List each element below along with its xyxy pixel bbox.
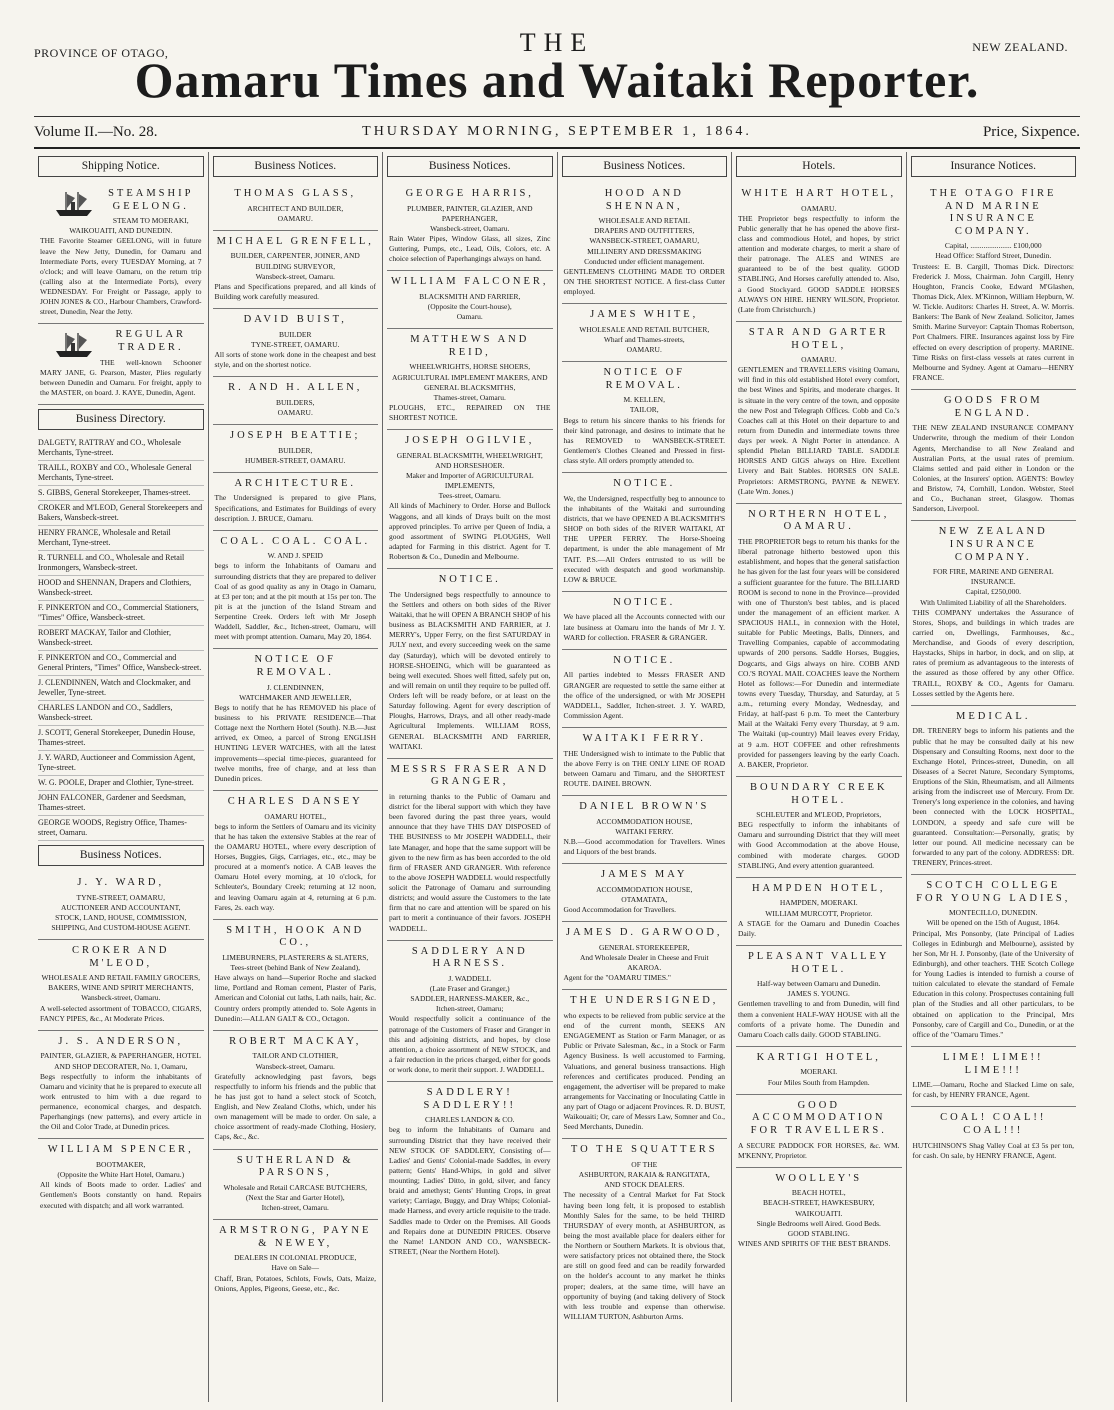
advertisement (562, 864, 728, 922)
ad-line: WHOLESALE AND RETAIL BUTCHER, (579, 324, 710, 334)
ad-line: BUILDER, (278, 445, 313, 455)
advertisement (38, 1031, 204, 1140)
ad-title: SADDLERY AND HARNESS. (411, 945, 528, 970)
ad-title: MEDICAL. (956, 710, 1031, 722)
column-heading: Business Notices. (38, 845, 204, 866)
directory-entry: ROBERT MACKAY, Tailor and Clothier, Wansbeck-street. (38, 626, 204, 651)
ad-line: Itchen-street, Oamaru; (436, 1004, 504, 1014)
advertisement (736, 322, 902, 504)
ad-line: TAILOR AND CLOTHIER, (252, 1051, 338, 1061)
ad-line: Capital, £250,000. (965, 587, 1021, 597)
column-4 (558, 152, 733, 1402)
advertisement (387, 430, 553, 569)
column-6 (907, 152, 1081, 1402)
advertisement (38, 1139, 204, 1216)
ad-title: CHARLES DANSEY (227, 795, 363, 807)
directory-entry: TRAILL, ROXBY and CO., Wholesale General Merchants, Tyne-street. (38, 461, 204, 486)
ad-body: THE well-known Schooner MARY JANE, G. Pearson, Master, Plies regularly between Dunedin and Oamaru. For freight, apply to the MASTER, on board. J. KAYE, Dunedin, Agent. (40, 357, 202, 397)
ad-title: SADDLERY! SADDLERY!! (423, 1087, 516, 1111)
ad-title: R. AND H. ALLEN, (228, 382, 363, 394)
ad-body: A SECURE PADDOCK FOR HORSES, &c. WM. M'KENNY, Proprietor. (738, 1140, 900, 1160)
ship-icon (54, 190, 94, 218)
top-rule (34, 116, 1080, 117)
advertisement (736, 1095, 902, 1168)
ad-line: BUILDER (279, 329, 312, 339)
advertisement (736, 946, 902, 1047)
ad-title: NOTICE. (613, 478, 676, 490)
ad-line: WAITAKI FERRY. (615, 826, 674, 836)
advertisement (911, 1047, 1077, 1107)
advertisement (213, 183, 379, 231)
ad-title: CROKER AND M'LEOD, (72, 945, 170, 969)
ad-body: Begs to return his sincere thanks to his friends for their kind patronage, and desires to intimate that he has REMOVED to WANSBECK-STREET. Gentlemen's Clothes Cleaned and Pressed in first-class style. All orders promptly attended to. (563, 415, 725, 466)
ad-line: WILLIAM MURCOTT, Proprietor. (765, 908, 873, 918)
ad-body: Trustees: E. B. Cargill, Thomas Dick. Directors: Frederick J. Moss, Chairman. John Cargill, Henry Houghton, Francis Cooke, Edward M'Glashen, Thomas Dick, Alex. M'Kinnon, William Hepburn, W. W. Tickle. Auditors: Charles H. Street, A. W. Morris. Bankers: The Bank of New Zealand. Solicitor, James Smith. Marine Surveyor: Captain Thomas Robertson, Port Chalmers. FIRE. Insurances against loss by Fire effected on every description of property. MARINE. Time Risks on first-class vessels at rates current in Melbourne and Sydney. Agent at Oamaru—HENRY FRANCE. (912, 261, 1074, 382)
directory-entry: F. PINKERTON and CO., Commercial and General Printers, "Times" Office, Wansbeck-street. (38, 651, 204, 676)
ad-title: SMITH, HOOK AND CO., (226, 924, 365, 949)
ad-title: THOMAS GLASS, (234, 187, 357, 199)
ad-line: OAMARU. (277, 407, 313, 417)
ad-line: WANSBECK-STREET, OAMARU, (589, 236, 700, 246)
ad-line: With Unlimited Liability of all the Shareholders. (920, 597, 1067, 607)
ad-line: ARCHITECT AND BUILDER, (247, 203, 344, 213)
ad-line: WHOLESALE AND RETAIL FAMILY GROCERS, BAKERS, WINE AND SPIRIT MERCHANTS, (41, 973, 201, 993)
ad-body: Principal, Mrs Ponsonby, (late Principal of Ladies Colleges in Edinburgh and Melbourne), assisted by her Son, Mr H. J. Ponsonby, (late of the University of Edinburgh), and other teachers. THE Scotch College for Young Ladies is intended to furnish a course of tuition calculated to elevate the standard of Female Education in this colony. Prospectuses containing full plan of the Studies and all other particulars, to be obtained on application to the Principal, Mrs Ponsonby, care of Cargill and Co., Dunedin, or at the office of the "Oamaru Times." (912, 928, 1074, 1039)
advertisement (736, 183, 902, 322)
directory-entry: DALGETY, RATTRAY and CO., Wholesale Merchants, Tyne-street. (38, 436, 204, 461)
advertisement (213, 1150, 379, 1221)
ad-title: J. Y. WARD, (77, 876, 165, 888)
ad-title: GOODS FROM ENGLAND. (943, 395, 1043, 419)
ad-title: ARMSTRONG, PAYNE & NEWEY, (219, 1225, 372, 1249)
ad-line: GENERAL STOREKEEPER, (599, 942, 690, 952)
ad-body: begs to inform the Settlers of Oamaru and its vicinity that he has taken the extensive Stables at the rear of the OAMARU HOTEL, where every description of Horses, Buggies, Gigs, Carriages, etc., etc., may be procured at a moment's notice. A CAB leaves the Oamaru Hotel every morning, at 10 o'clock, for Schleuter's, Boundary Creek; returning at 12 noon, and leaving Oamaru again at 4, returning at 6 p.m. Fares, 2s. each way. (214, 821, 376, 912)
ad-line: ASHBURTON, RAKAIA & RANGITATA, (578, 1170, 710, 1180)
column-heading: Shipping Notice. (38, 156, 204, 177)
advertisement (213, 1031, 379, 1150)
ad-line: Have on Sale— (271, 1263, 319, 1273)
ad-line: OAMARU. (801, 355, 837, 365)
advertisement (562, 922, 728, 990)
ad-body: DR. TRENERY begs to inform his patients and the public that he may be consulted daily at his new Dispensary and Consulting Rooms, next door to the Exchange Hotel, Princes-street, Dunedin, on all Diseases of a Secret Nature, Secondary Symptoms, Eruptions of the Skin, Rheumatism, and all Ailments arising from the indiscreet use of Mercury. From Dr. Trenery's long experience in the colonies, and having been connected with the LOCK HOSPITAL, LONDON, a speedy and safe cure will be guaranteed. Consultation:—Personally, gratis; by letter our pound. All medicine necessary can be forwarded to any part of the colony. ADDRESS: DR. TRENERY, Princes-street. (912, 726, 1074, 867)
ad-line: Wansbeck-street, Oamaru. (430, 223, 510, 233)
ad-body: WINES AND SPIRITS OF THE BEST BRANDS. (738, 1238, 891, 1248)
ad-title: KARTIGI HOTEL, (756, 1051, 881, 1063)
advertisement (562, 362, 728, 473)
advertisement (736, 504, 902, 777)
ad-line: W. AND J. SPEID (267, 551, 323, 561)
ad-line: Four Miles South from Hampden. (767, 1077, 870, 1087)
ad-line: Wansbeck-street, Oamaru. (255, 1061, 335, 1071)
ad-body: THE Undersigned wish to intimate to the Public that the above Ferry is on THE ONLY LINE OF ROAD between Oamaru and Timaru, and the SHORTEST ROUTE. DAINEL BROWN. (563, 748, 725, 789)
directory-entry: J. CLENDINNEN, Watch and Clockmaker, and Jeweller, Tyne-street. (38, 676, 204, 701)
ad-title: WILLIAM SPENCER, (47, 1144, 194, 1156)
ad-title: TO THE SQUATTERS (570, 1144, 718, 1156)
advertisement (213, 309, 379, 377)
ad-title: REGULAR TRADER. (115, 329, 187, 353)
ad-line: AND STOCK DEALERS. (604, 1180, 685, 1190)
columns (34, 152, 1080, 1402)
column-heading: Business Notices. (213, 156, 379, 177)
ad-title: ARCHITECTURE. (234, 477, 357, 489)
ad-title: DANIEL BROWN'S (579, 801, 710, 813)
ad-body: THIS COMPANY undertakes the Assurance of Stores, Shops, and buildings in which trades are carried on, Dwellings, Farmhouses, &c., Merchandise, and Goods of every description, Haystacks, Ships in harbor, in dock, and on slip, at rates of premium as advantageous to the interests of the assured as those offered by any other Office. TRAILL, ROXBY & CO., Agents for Oamaru. Losses settled by the Agents here. (912, 607, 1074, 698)
column-heading: Business Notices. (562, 156, 728, 177)
ad-body: The Undersigned is prepared to give Plans, Specifications, and Estimates for Buildings of every description. J. BRUCE, Oamaru. (214, 493, 376, 523)
ad-line: CHARLES LANDON & CO. (424, 1115, 515, 1125)
ad-body: Have always on hand—Superior Roche and slacked lime, Portland and Roman cement, Plaster of Paris, American and Colonial cut laths, Lath nails, hair, &c. Country orders promptly attended to. Sole Agents in Dunedin:—ALLAN GALT & CO., Octagon. (214, 973, 376, 1023)
ad-line: GOOD STABLING. (787, 1228, 850, 1238)
ad-line: LIMEBURNERS, PLASTERERS & SLATERS, (222, 952, 369, 962)
ad-line: BLACKSMITH AND FARRIER, (419, 291, 521, 301)
advertisement (736, 878, 902, 946)
ad-body: THE NEW ZEALAND INSURANCE COMPANY Underwrite, through the medium of their London Agents, Merchandise to all New Zealand and Australian Ports, at the usual rates of premium. Claims settled and paid either in London or the Colonies, at the Insurers' option. AGENTS: Bowley and Bristow, 74, Cornhill, London. Webster, Steel and Co., Buchanan street, Glasgow. Thomas Sanderson, Liverpool. (912, 423, 1074, 514)
advertisement (562, 183, 728, 304)
directory-entry: HENRY FRANCE, Wholesale and Retail Merchant, Tyne-street. (38, 526, 204, 551)
directory-entry: F. PINKERTON and CO., Commercial Stationers, "Times" Office, Wansbeck-street. (38, 601, 204, 626)
directory-entry: GEORGE WOODS, Registry Office, Thames-street, Oamaru. (38, 816, 204, 841)
ad-title: COAL. COAL. COAL. (220, 535, 371, 547)
ad-body: in returning thanks to the Public of Oamaru and district for the liberal support with which they have been favored during the past three years, would announce that they have THIS DAY DISPOSED of THE BUSINESS to Mr JOSEPH WADDELL, their late Manager, and hope that the same support will be given to the new firm as has been accorded to the old firm of FRASER AND GRANGER. With reference to the above JOSEPH WADDELL would respectfully solicit the Patronage of Oamaru and surrounding districts; and would assure the Customers to the late firm that no care and attention will be spared on his part to merit a continuance of their favors. JOSEPH WADDELL. (389, 791, 551, 933)
ad-line: Tees-street, Oamaru. (438, 491, 501, 501)
ad-line: Maker and Importer of AGRICULTURAL IMPLEMENTS, (405, 471, 534, 491)
ad-line: Wansbeck-street, Oamaru. (81, 993, 161, 1003)
ad-body: BEG respectfully to inform the inhabitants of Oamaru and surrounding District that they will meet with Good Accommodation at the above House, combined with moderate charges. GOOD STABLING, And every attention guaranteed. (738, 820, 900, 870)
ad-title: GOOD ACCOMMODATION FOR TRAVELLERS. (750, 1099, 887, 1136)
ad-title: MATTHEWS AND REID, (410, 334, 530, 358)
ad-title: MICHAEL GRENFELL, (216, 235, 374, 247)
ad-line: (Next the Star and Garter Hotel), (245, 1192, 345, 1202)
ad-title: NOTICE. (613, 654, 676, 666)
ad-line: Oamaru. (456, 312, 483, 322)
ad-line: Wholesale and Retail CARCASE BUTCHERS, (223, 1182, 368, 1192)
ad-title: JAMES WHITE, (590, 309, 699, 321)
ship-icon (54, 331, 94, 359)
ad-line: OF THE (631, 1160, 658, 1169)
advertisement (387, 1082, 553, 1263)
advertisement (213, 791, 379, 920)
volume-number: Volume II.—No. 28. (34, 124, 158, 140)
ad-body: A well-selected assortment of TOBACCO, CIGARS, FANCY PIPES, &c., At Moderate Prices. (40, 1003, 202, 1023)
advertisement (213, 473, 379, 531)
advertisement (38, 872, 204, 940)
issue-date: THURSDAY MORNING, SEPTEMBER 1, 1864. (362, 124, 752, 139)
advertisement (562, 473, 728, 592)
ad-line: ACCOMMODATION HOUSE, (596, 884, 693, 894)
column-3 (383, 152, 558, 1402)
advertisement (562, 304, 728, 362)
ad-line: DRAPERS AND OUTFITTERS, (594, 226, 695, 236)
ad-line: (Late Fraser and Granger,) (429, 984, 510, 993)
ad-body: Plans and Specifications prepared, and all kinds of Building work carefully measured. (214, 281, 376, 301)
advertisement (562, 990, 728, 1139)
ad-body: N.B.—Good accommodation for Travellers. Wines and Liquors of the best brands. (563, 837, 725, 857)
ad-title: JAMES MAY (601, 869, 688, 881)
ad-body: Begs respectfully to inform the inhabitants of Oamaru and vicinity that he is prepared to execute all work entrusted to him with a due regard to permanence, economical charges, and despatch. Paperhangings (new patterns), and every article in the Oil and Color Trade, at Dunedin prices. (40, 1071, 202, 1132)
price: Price, Sixpence. (982, 124, 1080, 140)
advertisement (387, 941, 553, 1082)
ad-line: FOR FIRE, MARINE AND GENERAL INSURANCE. (932, 567, 1054, 587)
ad-body: The Undersigned begs respectfully to announce to the Settlers and others on both sides of the River Waitaki, that he will OPEN A BRANCH SHOP of his business as BLACKSMITH AND FARRIER, at J. MERRY's, Upper Ferry, on the first SATURDAY in JULY next, and every succeeding week on the same day (Saturday), which will be devoted entirely to HORSE-SHOEING, which will be guaranteed as being well executed. Shoes well fitted, safely put on, and will remain on until they require to be pulled off. Orders left will be ready before, or at least on the Saturday following. Agent for every description of Ploughs, Harrows, Drays, and all other ready-made Agricultural Implements. WILLIAM ROSS, GENERAL BLACKSMITH AND FARRIER, WAITAKI. (389, 589, 551, 751)
advertisement (38, 183, 204, 324)
ad-line: Tees-street (behind Bank of New Zealand), (230, 963, 360, 973)
ad-body: All parties indebted to Messrs FRASER AND GRANGER are requested to settle the same either at the office of the undersigned, or with Mr JOSEPH WADDELL, Saddler, Itchen-street. J. Y. WARD, Commission Agent. (563, 670, 725, 720)
ad-line: J. WADDELL (448, 973, 492, 983)
ad-line: OAMARU. (801, 203, 837, 213)
ad-line: PLUMBER, PAINTER, GLAZIER, AND PAPERHANGER, (406, 203, 533, 223)
ad-title: GEORGE HARRIS, (405, 187, 534, 199)
ad-title: THE OTAGO FIRE AND MARINE INSURANCE COMPANY. (930, 187, 1057, 237)
advertisement (911, 521, 1077, 705)
advertisement (213, 425, 379, 473)
ad-line: Conducted under efficient management. (584, 256, 705, 266)
masthead-the: THE (519, 28, 595, 57)
country-label: NEW ZEALAND. (972, 40, 1068, 54)
ad-line: M. KELLEN, (623, 395, 665, 405)
advertisement (213, 1220, 379, 1300)
directory-entry: CHARLES LANDON and CO., Saddlers, Wansbeck-street. (38, 701, 204, 726)
ad-line: STEAM TO MOERAKI, WAIKOUAITI, AND DUNEDIN. (69, 216, 189, 236)
ad-line: DEALERS IN COLONIAL PRODUCE, (234, 1253, 357, 1263)
ad-line: Wharf and Thames-streets, (603, 334, 685, 344)
ad-title: ROBERT MACKAY, (229, 1035, 362, 1047)
ad-line: Itchen-street, Oamaru. (261, 1202, 329, 1212)
ad-line: SADDLER, HARNESS-MAKER, &c., (410, 994, 530, 1004)
ad-title: NOTICE. (613, 596, 676, 608)
ad-line: HAMPDEN, MOERAKI. (779, 898, 858, 908)
advertisement (387, 329, 553, 430)
ad-line: HUMBER-STREET, OAMARU. (245, 455, 346, 465)
advertisement (911, 183, 1077, 390)
ad-line: MONTECILLO, DUNEDIN. (948, 908, 1038, 918)
ad-line: AUCTIONEER AND ACCOUNTANT, (61, 902, 181, 912)
ad-title: STEAMSHIP GEELONG. (108, 187, 194, 212)
column-heading: Business Directory. (38, 409, 204, 430)
ad-title: LIME! LIME!! LIME!!! (943, 1051, 1044, 1076)
ad-title: WOOLLEY'S (775, 1172, 863, 1184)
advertisement (387, 759, 553, 941)
ad-title: JOSEPH BEATTIE; (230, 429, 361, 441)
advertisement (213, 231, 379, 309)
ad-title: NORTHERN HOTEL, OAMARU. (748, 508, 890, 533)
directory-entry: CROKER and M'LEOD, General Storekeepers and Bakers, Wansbeck-street. (38, 501, 204, 526)
column-heading: Insurance Notices. (911, 156, 1077, 177)
advertisement (911, 1107, 1077, 1166)
column-5 (732, 152, 907, 1402)
ad-line: Thames-street, Oamaru. (433, 392, 506, 402)
ad-body: All kinds of Boots made to order. Ladies' and Gentlemen's Boots constantly on hand. Repairs executed with dispatch; and all work warranted. (40, 1180, 202, 1210)
advertisement (562, 1139, 728, 1328)
ad-line: SCHLEUTER and M'LEOD, Proprietors, (756, 810, 882, 820)
column-1 (34, 152, 209, 1402)
ad-line: (Opposite the White Hart Hotel, Oamaru.) (57, 1170, 185, 1180)
advertisement (213, 649, 379, 790)
advertisement (38, 940, 204, 1031)
directory-entry: S. GIBBS, General Storekeeper, Thames-street. (38, 486, 204, 501)
ad-body: Would respectfully solicit a continuance of the patronage of the Customers of Fraser and Granger in this and adjoining districts, and hopes, by close attention, a choice assortment of NEW STOCK, and a fair reduction in the prices charged, either for goods or work done, to merit their support. J. WADDELL. (389, 1014, 551, 1074)
ad-line: BUILDER, CARPENTER, JOINER, AND BUILDING SURVEYOR, (230, 251, 360, 271)
ad-title: BOUNDARY CREEK HOTEL. (749, 781, 888, 806)
directory-entry: J. Y. WARD, Auctioneer and Commission Agent, Tyne-street. (38, 751, 204, 776)
ad-line: TAILOR, (629, 405, 659, 415)
ad-body: Good Accommodation for Travellers. (563, 905, 676, 915)
ad-line: Head Office: Stafford Street, Dunedin. (935, 251, 1052, 261)
ad-line: OAMARU HOTEL, (264, 811, 327, 821)
ad-body: We have placed all the Accounts connected with our late business at Oamaru into the hands of Mr J. Y. WARD for collection. FRASER & GRANGER. (563, 612, 725, 642)
ad-body: THE Favorite Steamer GEELONG, will in future leave the New Jetty, Dunedin, for Oamaru and Intermediate Ports, every TUESDAY Morning, at 7 o'clock; and will leave Oamaru, on the return trip (calling also at the Intermediate Ports), every WEDNESDAY. For Freight or Passage, apply to JOHN JONES & CO., Harbour Chambers, Crawford-street, Dunedin, Near the Jetty. (40, 236, 202, 317)
ad-line: And Wholesale Dealer in Cheese and Fruit (579, 952, 709, 962)
ad-body: All kinds of Machinery to Order. Horse and Bullock Waggons, and all kinds of Drays built on the most approved principles. To arrive per Queen of India, a good assortment of SWING PLOUGHS, Well adapted for Farming in this district. Agent for T. Robertson & Co., Dunedin and Melbourne. (389, 501, 551, 562)
ad-line: ACCOMMODATION HOUSE, (596, 816, 693, 826)
ad-title: J. S. ANDERSON, (58, 1035, 184, 1047)
directory-entry: JOHN FALCONER, Gardener and Seedsman, Thames-street. (38, 791, 204, 816)
ad-line: MILLINERY AND DRESSMAKING (587, 246, 702, 256)
ad-body: THE PROPRIETOR begs to return his thanks for the liberal patronage hitherto bestowed upon this establishment, and hopes that the general satisfaction he has given for the last four years will be considered a sufficient guarantee for the future. The BILLIARD ROOM is second to none in the Province—provided with one of Thurston's best tables, and is placed under the management of an efficient marker. A SPACIOUS HALL, in connexion with the Hotel, suitable for Public Meetings, Balls, Dinners, and Travelling Companies, capable of accommodating upwards of 200 persons. Saddle Horses, Buggies, Dogcarts, and Gigs always on hire. COBB AND CO.'S ROYAL MAIL COACHES leave the Northern Hotel as follows:—For Dunedin and intermediate towns every Tuesday, Thursday, and Saturday, at 5 a.m., returning every Monday, Wednesday, and Friday, at half-past 6 p.m. To meet the Canterbury Mail at the Waitaki Ferry every Thursday, at 9 a.m. The Waitaki (up-country) Mail leaves every Friday, at 9 a.m. HOT COFFEE and other refreshments provided for passengers leaving by the early Coach. A. BAKER, Proprietor. (738, 537, 900, 769)
ad-body: Chaff, Bran, Potatoes, Schlots, Fowls, Oats, Maize, Onions, Apples, Pigeons, Geese, etc., &c. (214, 1273, 376, 1293)
ad-title: MESSRS FRASER AND GRANGER, (390, 763, 549, 788)
ad-line: OTAMATATA, (621, 894, 668, 904)
advertisement (911, 875, 1077, 1047)
ad-body: The necessity of a Central Market for Fat Stock having been long felt, it is proposed to establish Monthly Sales for the same, to be held THIRD THURSDAY of every month, at ASHBURTON, as being the most available place for dealers either for the Northern or Southern Markets. It is obvious that, were satisfactory prices not obtained there, the Stock are still on good feed and can be readily forwarded on the holder's account to any market he thinks proper; dealers, at the same time, will have an opportunity of buying (and taking delivery of Stock with less trouble and expense than otherwise. WILLIAM TURTON, Ashburton Arms. (563, 1190, 725, 1321)
ad-line: Single Bedrooms well Aired. Good Beds. (756, 1218, 881, 1228)
dateline (34, 124, 1080, 146)
masthead (0, 0, 1114, 124)
ad-title: SCOTCH COLLEGE FOR YOUNG LADIES, (916, 880, 1071, 904)
ad-body: Gentlemen travelling to and from Dunedin, will find them a convenient HALF-WAY HOUSE with all the comforts of a private home. The Dunedin and Oamaru Coach calls daily. GOOD STABLING. (738, 999, 900, 1039)
ad-body: HUTCHINSON'S Shag Valley Coal at £3 5s per ton, for cash. On sale, by HENRY FRANCE, Agent. (912, 1140, 1074, 1160)
ad-line: WHOLESALE AND RETAIL (598, 216, 690, 226)
ad-body: beg to inform the Inhabitants of Oamaru and surrounding District that they have received their NEW STOCK OF SADDLERY, Consisting of—Ladies' and Gents' Colonial-made Saddles, in every pattern; Gents' Hand-Whips, in gold and silver mounting; Ladies' Ditto, in gold, silver, and fancy braid and amethyst; Gents' Hunting Crops, in great variety; Carriage, Buggy, and Dray Whips; Colonial-made Harness, and every article requisite to the trade. Saddles made to Order on the Premises. All Goods and Repairs done at DUNEDIN PRICES. Observe the Name! LANDON AND CO., WANSBECK-STREET, (Near the Northern Hotel). (389, 1125, 551, 1256)
ad-line: (Opposite the Court-house), (427, 302, 512, 311)
ad-line: Capital, ...................... £100,000 (944, 241, 1042, 251)
advertisement (736, 1047, 902, 1095)
ad-line: BEACH HOTEL, (791, 1188, 846, 1198)
directory-entry: J. SCOTT, General Storekeeper, Dunedin House, Thames-street. (38, 726, 204, 751)
ad-line: STOCK, LAND, HOUSE, COMMISSION, SHIPPING, And CUSTOM-HOUSE AGENT. (51, 912, 191, 932)
dateline-rule (34, 147, 1080, 149)
ad-title: NOTICE OF REMOVAL. (603, 367, 686, 391)
ad-title: WAITAKI FERRY. (582, 733, 706, 745)
ad-title: WHITE HART HOTEL, (741, 187, 897, 199)
column-2 (209, 152, 384, 1402)
ad-line: TYNE-STREET, OAMARU. (251, 339, 340, 349)
advertisement (562, 728, 728, 796)
ad-line: Half-way between Oamaru and Dunedin. (757, 979, 881, 989)
ad-title: STAR AND GARTER HOTEL, (748, 326, 889, 351)
advertisement (562, 650, 728, 728)
ad-body: A STAGE for the Oamaru and Dunedin Coaches Daily. (738, 918, 900, 938)
ad-title: HOOD AND SHENNAN, (604, 187, 684, 212)
advertisement (562, 592, 728, 650)
ad-line: BUILDERS, (275, 397, 315, 407)
column-heading: Business Notices. (387, 156, 553, 177)
ad-body: PLOUGHS, ETC., REPAIRED ON THE SHORTEST NOTICE. (389, 402, 551, 423)
advertisement (736, 1168, 902, 1255)
ad-line: GENERAL BLACKSMITH, WHEELWRIGHT, AND HORSESHOER. (396, 450, 543, 470)
advertisement (387, 183, 553, 271)
newspaper-title: Oamaru Times and Waitaki Reporter. (134, 52, 980, 108)
ad-line: TYNE-STREET, OAMARU, (76, 892, 165, 902)
ad-body: who expects to be relieved from public service at the end of the current month, SEEKS AN ENGAGEMENT as Station or Farm Manager, or as Public or Private Salesman, &c., in a Stock or Farm Agency Business. Is well accustomed to Farming, Valuations, and general business transactions. High references and certificates produced. Pending an engagement, the advertiser will be prepared to make arrangements for Vaccinating or Inoculating Cattle in any part of Otago or adjacent Provinces. R. D. BUST, Waikouaiti; Or, care of Messrs Law, Somner and Co., Seed Merchants, Dunedin. (563, 1010, 725, 1132)
advertisement (213, 531, 379, 650)
ad-line: JAMES S. YOUNG. (787, 989, 850, 999)
ad-line: J. CLENDINNEN, (266, 682, 324, 692)
advertisement (213, 920, 379, 1031)
ad-line: AKAROA. (627, 963, 662, 973)
ad-title: NOTICE. (438, 574, 501, 586)
ad-line: Will be opened on the 15th of August, 1864. (926, 918, 1060, 928)
advertisement (387, 569, 553, 759)
ad-line: Wansbeck-street, Oamaru. (255, 271, 335, 281)
ad-title: DAVID BUIST, (243, 314, 347, 325)
ad-title: THE UNDERSIGNED, (570, 995, 719, 1007)
advertisement (387, 271, 553, 329)
directory-entry: W. G. POOLE, Draper and Clothier, Tyne-street. (38, 776, 204, 791)
ad-title: SUTHERLAND & PARSONS, (236, 1154, 354, 1179)
advertisement (911, 390, 1077, 521)
ad-title: NEW ZEALAND INSURANCE COMPANY. (938, 526, 1048, 563)
ad-title: WILLIAM FALCONER, (390, 276, 549, 288)
ad-title: NOTICE OF REMOVAL. (254, 654, 337, 679)
ad-title: PLEASANT VALLEY HOTEL. (747, 950, 890, 975)
column-heading: Hotels. (736, 156, 902, 177)
ad-title: COAL! COAL!! COAL!!! (940, 1112, 1047, 1136)
advertisement (736, 777, 902, 878)
ad-body: Gratefully acknowledging past favors, begs respectfully to inform his friends and the public that he has just got to hand a select stock of Scotch, English, and New Zealand Cloths, which, under his own management will be made to order. On sale, a choice assortment of ready-made Clothing, Hosiery, Caps, &c., &c. (214, 1071, 376, 1142)
directory-entry: R. TURNELL and CO., Wholesale and Retail Ironmongers, Wansbeck-street. (38, 551, 204, 576)
ad-line: WAIKOUAITI. (795, 1208, 843, 1218)
ad-body: THE Proprietor begs respectfully to inform the Public generally that he has opened the above first-class and commodious Hotel, and hopes, by strict attention and moderate charges, to merit a share of their patronage. The ALES and WINES are guaranteed to be of the best quality. GOOD STABLING, And Horses carefully attended to. Also, a Good Stockyard. GOOD SADDLE HORSES ALWAYS ON HIRE. HENRY WILSON, Proprietor. (Late from Christchurch.) (738, 213, 900, 314)
ad-body: GENTLEMEN and TRAVELLERS visiting Oamaru, will find in this old established Hotel every comfort, the best Wines and Spirits, and moderate charges. It is situate in the very centre of the town, and opposite the new Post and Telegraph Offices. Cobb and Co.'s Coaches call at this Hotel on their departure to and return from Dunedin and intermediate towns three days per week. A Night Porter in attendance. A splendid Phelan BILLIARD TABLE. SADDLE HORSES AND GIGS always on Hire. Excellent Livery and Bait Stables. HORSES ON SALE. Proprietors: ARMSTRONG, PAYNE & NEWEY. (Late Wm. Jones.) (738, 365, 900, 496)
ad-line: OAMARU. (626, 344, 662, 354)
ad-body: All sorts of stone work done in the cheapest and best style, and on the shortest notice. (214, 349, 376, 369)
ad-line: OAMARU. (277, 213, 313, 223)
directory-entry: HOOD and SHENNAN, Drapers and Clothiers, Wansbeck-street. (38, 576, 204, 601)
ad-body: LIME.—Oamaru, Roche and Slacked Lime on sale, for cash, by HENRY FRANCE, Agent. (912, 1080, 1074, 1100)
ad-title: JOSEPH OGILVIE, (405, 435, 535, 447)
advertisement (911, 706, 1077, 875)
ad-body: begs to inform the Inhabitants of Oamaru and surrounding districts that they are prepared to deliver Coal of as good quality as any in Otago in Oamaru, at £3 per ton; and at the pit mouth at 15s per ton. The pit is at the junction of the Island Stream and Serpentine Creek. Orders left with Mr Joseph Waddell, Saddler, &c., Itchen-street, Oamaru, will meet with prompt attention. Oamaru, May 20, 1864. (214, 561, 376, 642)
ad-body: Rain Water Pipes, Window Glass, all sizes, Zinc Guttering, Pumps, etc., Lead, Oils, Colors, etc. A choice selection of Paperhangings always on hand. (389, 233, 551, 264)
ad-body: GENTLEMEN'S CLOTHING MADE TO ORDER ON THE SHORTEST NOTICE. A first-class Cutter employed. (563, 266, 725, 296)
ad-line: PAINTER, GLAZIER, & PAPERHANGER, HOTEL AND SHOP DECORATER, No. 1, Oamaru, (40, 1051, 201, 1071)
ad-body: We, the Undersigned, respectfully beg to announce to the inhabitants of the Waitaki and surrounding districts, that we have OPENED A BLACKSMITH'S SHOP on both sides of the RIVER WAITAKI, AT THE UPPER FERRY. The Horse-Shoeing department, is under the able management of Mr TAIT. P.S.—All Orders entrusted to us will be executed with despatch and good workmanship. LOW & BRUCE. (563, 493, 725, 584)
ad-line: BEACH-STREET, HAWKESBURY, (763, 1198, 875, 1208)
ad-title: HAMPDEN HOTEL, (751, 882, 886, 894)
ad-body: Begs to notify that he has REMOVED his place of business to his PRIVATE RESIDENCE—That Cottage next the Northern Hotel (South). N.B.—Just arrived, ex Omeo, a parcel of Strong ENGLISH HUNTING LEVER WATCHES, with all the latest improvements—special time-pieces, guaranteed for twelve months, free of charge, and at less than Dunedin prices. (214, 702, 376, 783)
ad-line: MOERAKI. (800, 1067, 838, 1077)
advertisement (562, 796, 728, 864)
advertisement (213, 377, 379, 425)
ad-body: Agent for the "OAMARU TIMES." (563, 973, 671, 983)
ad-line: WHEELWRIGHTS, HORSE SHOERS, AGRICULTURAL IMPLEMENT MAKERS, AND GENERAL BLACKSMITHS, (391, 362, 548, 392)
province-label: PROVINCE OF OTAGO, (34, 46, 169, 60)
ad-line: WATCHMAKER AND JEWELLER, (239, 692, 352, 702)
ad-line: BOOTMAKER, (96, 1160, 146, 1170)
ad-title: JAMES D. GARWOOD, (565, 927, 723, 939)
advertisement (38, 324, 204, 405)
